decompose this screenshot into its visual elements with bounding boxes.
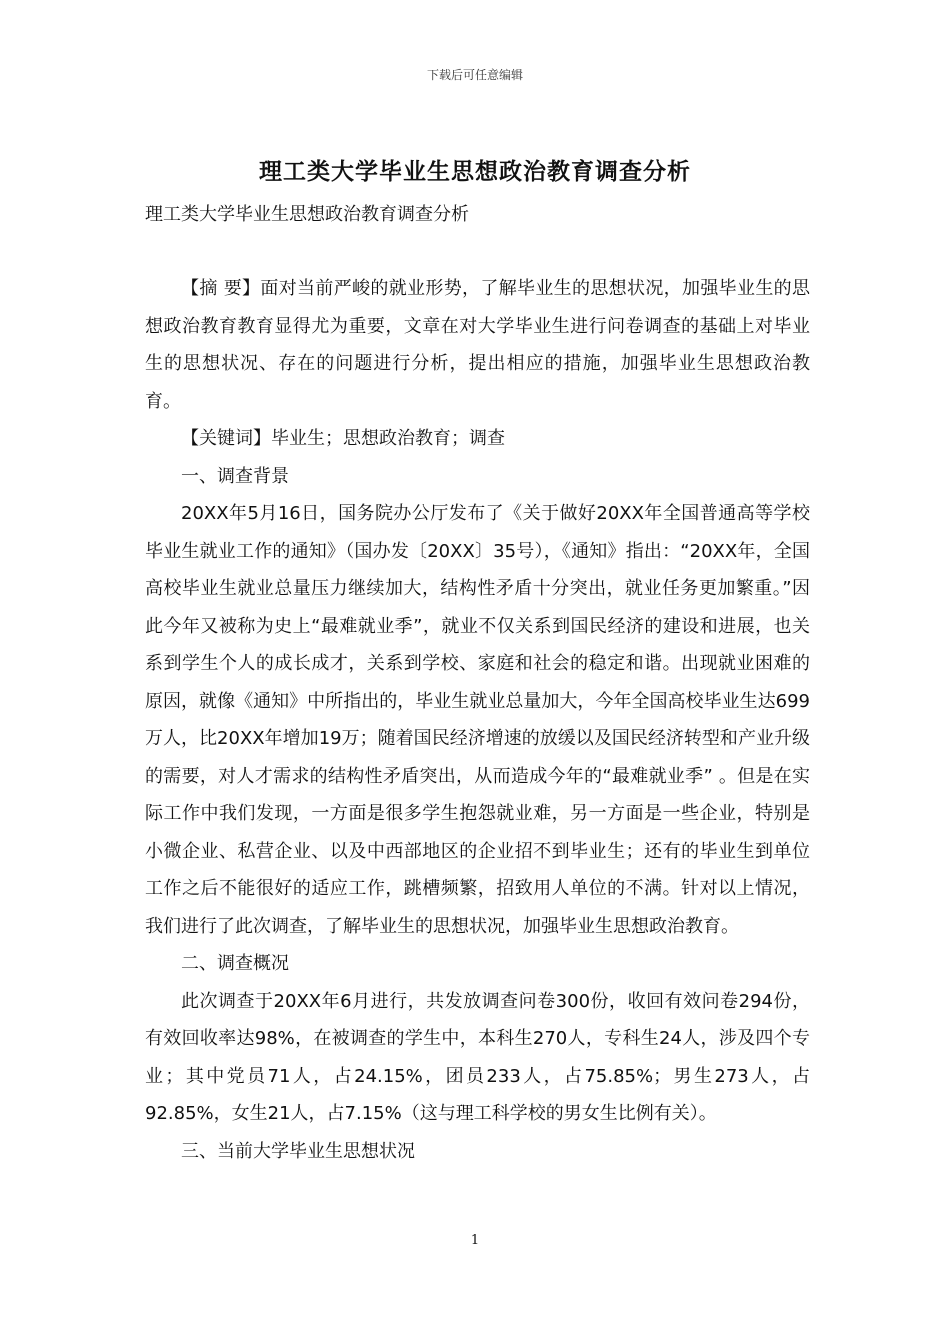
page-number: 1 — [470, 1233, 480, 1248]
overview-paragraph: 此次调查于20XX年6月进行，共发放调查问卷300份，收回有效问卷294份，有效回收率达98%，在被调查的学生中，本科生270人，专科生24人，涉及四个专业；其中党员71人，占24.15%，团员233人，占75.85%；男生273人，占92.85%，女生21人，占7.15%（这与理工科学校的男女生比例有关）。 — [145, 990, 810, 1124]
document-title: 理工类大学毕业生思想政治教育调查分析 — [259, 159, 691, 185]
abstract-paragraph: 【摘 要】面对当前严峻的就业形势，了解毕业生的思想状况，加强毕业生的思想政治教育教育显得尤为重要，文章在对大学毕业生进行问卷调查的基础上对毕业生的思想状况、存在的问题进行分析，提出相应的措施，加强毕业生思想政治教育。 — [145, 278, 810, 412]
header-note: 下载后可任意编辑 — [426, 68, 523, 82]
section-heading-overview: 二、调查概况 — [181, 953, 289, 974]
section-heading-status: 三、当前大学毕业生思想状况 — [181, 1140, 415, 1162]
document-subtitle: 理工类大学毕业生思想政治教育调查分析 — [145, 204, 469, 225]
section-heading-background: 一、调查背景 — [181, 465, 289, 487]
background-paragraph: 20XX年5月16日，国务院办公厅发布了《关于做好20XX年全国普通高等学校毕业生就业工作的通知》（国办发〔20XX〕35号），《通知》指出：“20XX年，全国高校毕业生就业总量压力继续加大，结构性矛盾十分突出，就业任务更加繁重。”因此今年又被称为史上“最难就业季”，就业不仅关系到国民经济的建设和进展，也关系到学生个人的成长成才，关系到学校、家庭和社会的稳定和谐。出现就业困难的原因，就像《通知》中所指出的，毕业生就业总量加大，今年全国高校毕业生达699万人，比20XX年增加19万；随着国民经济增速的放缓以及国民经济转型和产业升级的需要，对人才需求的结构性矛盾突出，从而造成今年的“最难就业季” 。但是在实际工作中我们发现，一方面是很多学生抱怨就业难，另一方面是一些企业，特别是小微企业、私营企业、以及中西部地区的企业招不到毕业生；还有的毕业生到单位工作之后不能很好的适应工作，跳槽频繁，招致用人单位的不满。针对以上情况，我们进行了此次调查，了解毕业生的思想状况，加强毕业生思想政治教育。 — [145, 503, 810, 937]
document-body — [145, 270, 810, 1170]
keywords-paragraph: 【关键词】毕业生；思想政治教育；调查 — [181, 428, 505, 449]
